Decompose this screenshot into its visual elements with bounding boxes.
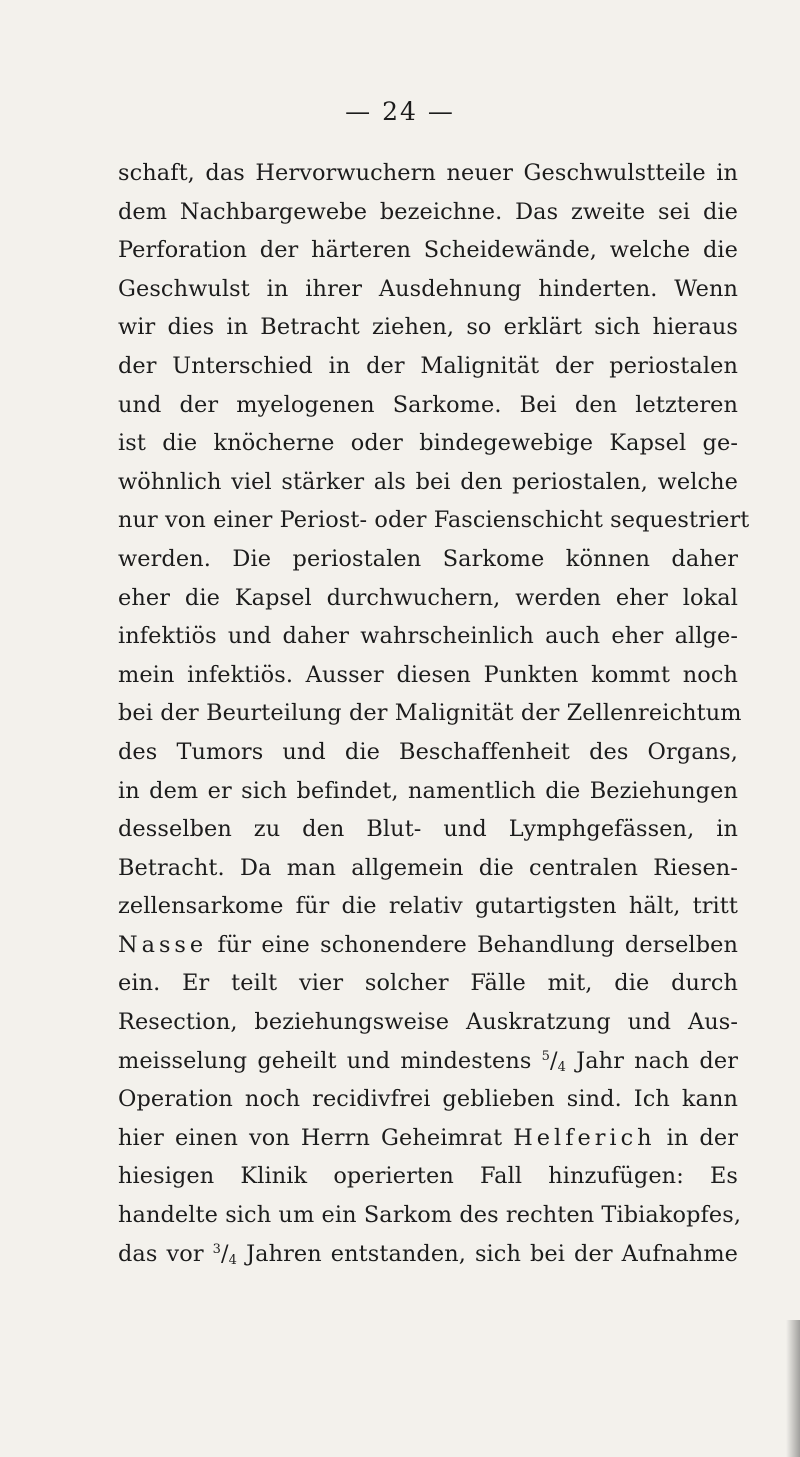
text-segment: für eine schonendere Behandlung derselben	[217, 931, 738, 958]
text-line: Resection, beziehungsweise Auskratzung und Aus-	[118, 1009, 738, 1036]
text-line: ein. Er teilt vier solcher Fälle mit, die durch	[118, 970, 738, 997]
author-name-nasse: Nasse	[118, 931, 208, 958]
text-segment: meisselung geheilt und mindestens	[118, 1047, 532, 1074]
text-line: Perforation der härteren Scheidewände, welche die	[118, 237, 738, 264]
text-line: in dem er sich befindet, namentlich die Beziehungen	[118, 777, 738, 804]
text-segment: in der	[666, 1124, 739, 1151]
text-line: Betracht. Da man allgemein die centralen Riesen-	[118, 854, 738, 881]
text-line: ist die knöcherne oder bindegewebige Kapsel ge-	[118, 430, 738, 457]
text-line: wir dies in Betracht ziehen, so erklärt sich hieraus	[118, 314, 738, 341]
text-line	[118, 1042, 738, 1081]
fraction: $^3/_4$	[212, 1240, 238, 1268]
text-line: desselben zu den Blut- und Lymphgefässen, in	[118, 816, 738, 843]
fraction-denominator: 4	[557, 1059, 566, 1075]
text-line: und der myelogenen Sarkome. Bei den letzteren	[118, 391, 738, 418]
text-line: handelte sich um ein Sarkom des rechten Tibiakopfes,	[118, 1202, 742, 1229]
page-edge-shadow	[786, 1320, 800, 1457]
author-name-helferich: Helferich	[513, 1124, 656, 1151]
text-line: bei der Beurteilung der Malignität der Zellenreichtum	[118, 700, 742, 727]
text-line: werden. Die periostalen Sarkome können daher	[118, 545, 738, 572]
text-line: nur von einer Periost- oder Fascienschicht sequestriert	[118, 507, 750, 534]
text-line	[118, 926, 738, 965]
fraction-denominator: 4	[228, 1252, 238, 1268]
text-segment: hier einen von Herrn Geheimrat	[118, 1124, 503, 1151]
text-line	[118, 1119, 738, 1158]
text-segment: Jahren entstanden, sich bei der Aufnahme	[246, 1240, 738, 1267]
fraction: $^5/_4$	[541, 1047, 566, 1075]
text-line: dem Nachbargewebe bezeichne. Das zweite sei die	[118, 198, 738, 225]
text-line	[118, 1235, 738, 1274]
text-line: schaft, das Hervorwuchern neuer Geschwulstteile in	[118, 160, 738, 186]
text-line: der Unterschied in der Malignität der periostalen	[118, 352, 738, 379]
text-line: zellensarkome für die relativ gutartigsten hält, tritt	[118, 893, 738, 920]
text-segment: das vor	[118, 1240, 204, 1267]
body-text	[118, 154, 750, 1273]
text-line: mein infektiös. Ausser diesen Punkten kommt noch	[118, 661, 738, 688]
text-line: eher die Kapsel durchwuchern, werden eher lokal	[118, 584, 738, 611]
text-line: des Tumors und die Beschaffenheit des Organs,	[118, 738, 738, 765]
fraction-numerator: 5	[541, 1048, 550, 1064]
page-number: — 24 —	[345, 97, 455, 126]
text-line: Geschwulst in ihrer Ausdehnung hinderten. Wenn	[118, 275, 738, 302]
fraction-numerator: 3	[212, 1241, 222, 1257]
text-line: wöhnlich viel stärker als bei den periostalen, welche	[118, 468, 738, 495]
text-line: infektiös und daher wahrscheinlich auch eher allge-	[118, 623, 738, 650]
text-segment: Jahr nach der	[576, 1047, 739, 1074]
text-line: Operation noch recidivfrei geblieben sind. Ich kann	[118, 1086, 738, 1113]
text-line: hiesigen Klinik operierten Fall hinzufügen: Es	[118, 1163, 738, 1190]
